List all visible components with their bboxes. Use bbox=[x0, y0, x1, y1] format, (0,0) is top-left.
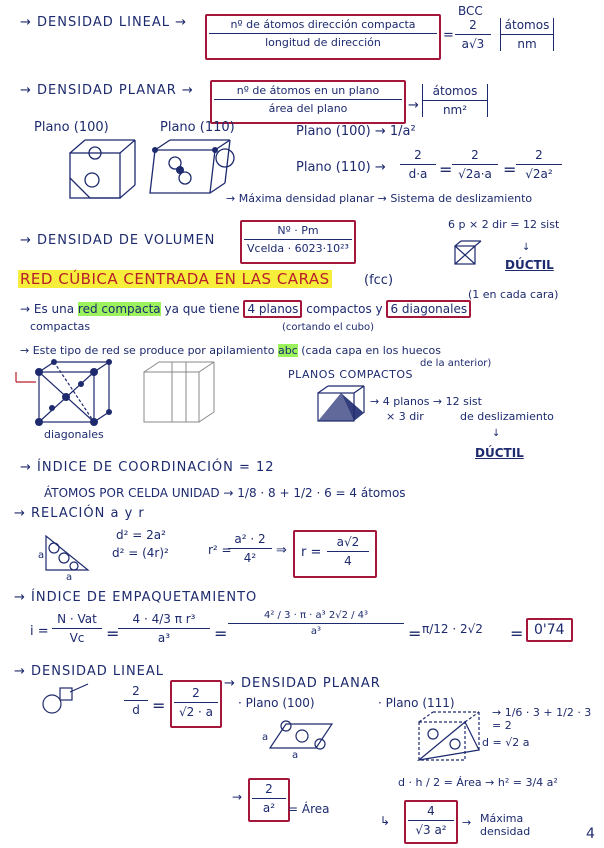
fcc-emp-result: 0'74 bbox=[526, 618, 573, 642]
fcc-lineal2-result-box bbox=[170, 680, 222, 728]
fcc-rel-result-fraction bbox=[327, 535, 369, 568]
fcc-line2-post: (cada capa en los huecos bbox=[301, 344, 442, 357]
bcc-lineal-fraction bbox=[209, 18, 437, 49]
fcc-emp-frac2 bbox=[118, 612, 210, 645]
bcc-plano110-label: Plano (110) bbox=[160, 120, 235, 135]
fcc-line2-hl: abc bbox=[277, 344, 298, 357]
fcc-p100-result-box bbox=[248, 778, 290, 822]
fcc-atoms-cell: ÁTOMOS POR CELDA UNIDAD → 1/8 · 8 + 1/2 · 6 = 4 átomos bbox=[44, 486, 406, 500]
bcc-slip-systems: 6 p × 2 dir = 12 sist bbox=[448, 218, 560, 231]
fcc-line1-box2: 6 diagonales bbox=[386, 300, 471, 318]
bcc-lineal-frac2-den: a√3 bbox=[461, 37, 485, 51]
fcc-planos-compactos: PLANOS COMPACTOS bbox=[288, 368, 414, 381]
bcc-ductil: DÚCTIL bbox=[505, 258, 554, 272]
bcc-volume-num: Nº · Pm bbox=[277, 224, 319, 237]
fcc-line1-cont: compactas bbox=[30, 320, 91, 333]
fcc-p100-result-den: a² bbox=[262, 801, 276, 815]
bcc-plano110-f2-num: 2 bbox=[471, 148, 479, 162]
bcc-volume-den: Vcelda · 6023·10²³ bbox=[247, 242, 349, 255]
bcc-plano100-result: Plano (100) → 1/a² bbox=[296, 124, 416, 139]
fcc-rel-eq1: d² = 2a² bbox=[116, 528, 166, 542]
fcc-lineal2-f2-den: √2 · a bbox=[178, 705, 214, 719]
fcc-emp-frac1 bbox=[52, 612, 102, 645]
fcc-p100-sketch bbox=[262, 716, 338, 761]
fcc-p111-d: d = √2 a bbox=[482, 736, 530, 749]
bcc-max-planar: → Máxima densidad planar → Sistema de deslizamiento bbox=[226, 192, 533, 205]
fcc-rel-eq3-den: 4² bbox=[243, 551, 257, 565]
fcc-planar2-header: → DENSIDAD PLANAR bbox=[224, 676, 381, 691]
fcc-lineal2-header: → DENSIDAD LINEAL bbox=[14, 664, 165, 679]
bcc-lineal-numerator: nº de átomos dirección compacta bbox=[230, 18, 416, 31]
fcc-rel-eq3 bbox=[228, 532, 272, 565]
bcc-plano110-f2-den: √2a·a bbox=[458, 167, 492, 181]
fcc-rel-result-den: 4 bbox=[344, 554, 352, 568]
fcc-line1-box1: 4 planos bbox=[243, 300, 302, 318]
fcc-p111-result-num: 4 bbox=[427, 804, 435, 818]
svg-text:a: a bbox=[262, 732, 269, 743]
bcc-lineal-units-num: átomos bbox=[504, 18, 550, 32]
fcc-rel-result-lhs: r = bbox=[301, 545, 322, 560]
fcc-pyramid-sketch bbox=[316, 385, 366, 423]
fcc-emp-f1-den: Vc bbox=[69, 631, 85, 645]
fcc-emp-f4: π/12 · 2√2 bbox=[422, 622, 483, 636]
fcc-p111-result-box bbox=[404, 800, 458, 844]
fcc-line1-paren: (cortando el cubo) bbox=[282, 322, 374, 333]
fcc-emp-f2-num: 4 · 4/3 π r³ bbox=[132, 612, 196, 626]
fcc-rel-arrow: ⇒ bbox=[276, 543, 287, 558]
fcc-p111-calc: → 1/6 · 3 + 1/2 · 3 = 2 bbox=[492, 706, 592, 732]
bcc-plano100-label: Plano (100) bbox=[34, 120, 109, 135]
bcc-planar-fraction bbox=[214, 84, 402, 115]
fcc-planes-line2: × 3 dir bbox=[386, 410, 424, 423]
fcc-lineal2-f1-num: 2 bbox=[132, 684, 140, 698]
bcc-planar-numerator: nº de átomos en un plano bbox=[236, 84, 380, 97]
fcc-p111-result bbox=[408, 804, 454, 837]
fcc-note-cara: (1 en cada cara) bbox=[468, 288, 559, 301]
bcc-plano110-frac3 bbox=[516, 148, 562, 181]
bcc-plano110-f1-num: 2 bbox=[414, 148, 422, 162]
bcc-lineal-units bbox=[500, 18, 554, 51]
bcc-planar-units-den: nm² bbox=[442, 103, 468, 117]
svg-text:a: a bbox=[292, 750, 299, 761]
fcc-lineal2-f2-num: 2 bbox=[192, 686, 200, 700]
fcc-lineal2-frac1 bbox=[124, 684, 148, 717]
fcc-lineal2-frac2 bbox=[174, 686, 218, 719]
bcc-plano110-f1-den: d·a bbox=[408, 167, 428, 181]
fcc-plano100: · Plano (100) bbox=[238, 696, 315, 710]
fcc-p100-area: = Área bbox=[288, 802, 330, 816]
fcc-p111-sketch bbox=[415, 708, 495, 762]
fcc-p100-result bbox=[252, 782, 286, 815]
fcc-rel-result-box bbox=[293, 530, 377, 578]
bcc-planar-box bbox=[210, 80, 406, 124]
fcc-coord: → ÍNDICE DE COORDINACIÓN = 12 bbox=[20, 460, 275, 475]
fcc-lineal2-sketch bbox=[40, 680, 96, 720]
bcc-planar-units-num: átomos bbox=[432, 84, 478, 98]
bcc-volume-header: → DENSIDAD DE VOLUMEN bbox=[20, 233, 216, 248]
fcc-planes-line3: de deslizamiento bbox=[460, 410, 554, 423]
fcc-emp-i: i = bbox=[30, 624, 49, 639]
fcc-line2 bbox=[20, 344, 441, 357]
bcc-volume-fraction bbox=[244, 224, 352, 255]
fcc-emp-f1-num: N · Vat bbox=[57, 612, 97, 626]
bcc-plano110-f3-num: 2 bbox=[535, 148, 543, 162]
bcc-lineal-frac2 bbox=[455, 18, 491, 51]
fcc-emp-frac3 bbox=[228, 610, 404, 637]
bcc-volume-box bbox=[240, 220, 356, 264]
fcc-ductil: DÚCTIL bbox=[475, 446, 524, 460]
bcc-plano110-frac1 bbox=[400, 148, 436, 181]
bcc-lineal-units-den: nm bbox=[517, 37, 537, 51]
fcc-line2-post2: de la anterior) bbox=[420, 358, 492, 369]
fcc-line1-green: red compacta bbox=[77, 302, 161, 316]
bcc-planar-header: → DENSIDAD PLANAR → bbox=[20, 83, 194, 98]
fcc-diagonales-label: diagonales bbox=[44, 428, 104, 441]
fcc-lineal2-f1-den: d bbox=[132, 703, 140, 717]
bcc-plano110-frac2 bbox=[452, 148, 498, 181]
bcc-lineal-frac2-num: 2 bbox=[469, 18, 477, 32]
fcc-rel-eq3-lhs: r² = bbox=[208, 543, 232, 557]
bcc-planar-arrow: → bbox=[408, 98, 419, 113]
fcc-title-suffix: (fcc) bbox=[364, 273, 394, 288]
svg-text:a: a bbox=[66, 572, 73, 583]
fcc-relation-triangle bbox=[38, 528, 94, 583]
bcc-slip-cube-icon bbox=[452, 240, 482, 268]
bcc-planar-denominator: área del plano bbox=[268, 102, 348, 115]
fcc-emp-f2-den: a³ bbox=[157, 631, 171, 645]
fcc-empaq-header: → ÍNDICE DE EMPAQUETAMIENTO bbox=[14, 590, 258, 605]
fcc-relacion-header: → RELACIÓN a y r bbox=[14, 506, 145, 521]
fcc-p111-area: d · h / 2 = Área → h² = 3/4 a² bbox=[398, 776, 558, 789]
fcc-line1-mid2: compactos y bbox=[306, 302, 383, 316]
bcc-plano110-f3-den: √2a² bbox=[525, 167, 553, 181]
fcc-rel-eq3-num: a² · 2 bbox=[234, 532, 266, 546]
fcc-p111-max: Máxima densidad bbox=[480, 812, 531, 838]
fcc-cube-sketches bbox=[14, 360, 294, 430]
page-number: 4 bbox=[586, 826, 595, 842]
bcc-lineal-box bbox=[205, 14, 441, 60]
bcc-planar-units bbox=[422, 84, 488, 117]
fcc-emp-f3-den: a³ bbox=[310, 626, 322, 637]
fcc-planes-line1: → 4 planos → 12 sist bbox=[370, 395, 482, 408]
bcc-lineal-eq: = bbox=[443, 28, 454, 43]
bcc-lineal-denominator: longitud de dirección bbox=[265, 36, 381, 49]
fcc-rel-result-num: a√2 bbox=[336, 535, 360, 549]
fcc-emp-f3-num: 4² / 3 · π · a³ 2√2 / 4³ bbox=[263, 610, 369, 621]
fcc-rel-eq2: d² = (4r)² bbox=[112, 546, 169, 560]
fcc-line2-pre: → Este tipo de red se produce por apilamiento bbox=[20, 344, 275, 357]
fcc-line1 bbox=[20, 302, 471, 316]
bcc-lineal-header: → DENSIDAD LINEAL → bbox=[20, 15, 188, 30]
svg-text:a: a bbox=[38, 550, 45, 561]
fcc-title: RED CÚBICA CENTRADA EN LAS CARAS bbox=[20, 270, 330, 288]
fcc-plano111: · Plano (111) bbox=[378, 696, 455, 710]
fcc-p111-result-den: √3 a² bbox=[415, 823, 447, 837]
bcc-tag: BCC bbox=[458, 4, 483, 18]
fcc-line1-mid: ya que tiene bbox=[164, 302, 240, 316]
fcc-line1-pre: → Es una bbox=[20, 302, 75, 316]
fcc-p100-result-num: 2 bbox=[265, 782, 273, 796]
bcc-plano110-result-label: Plano (110) → bbox=[296, 160, 386, 175]
